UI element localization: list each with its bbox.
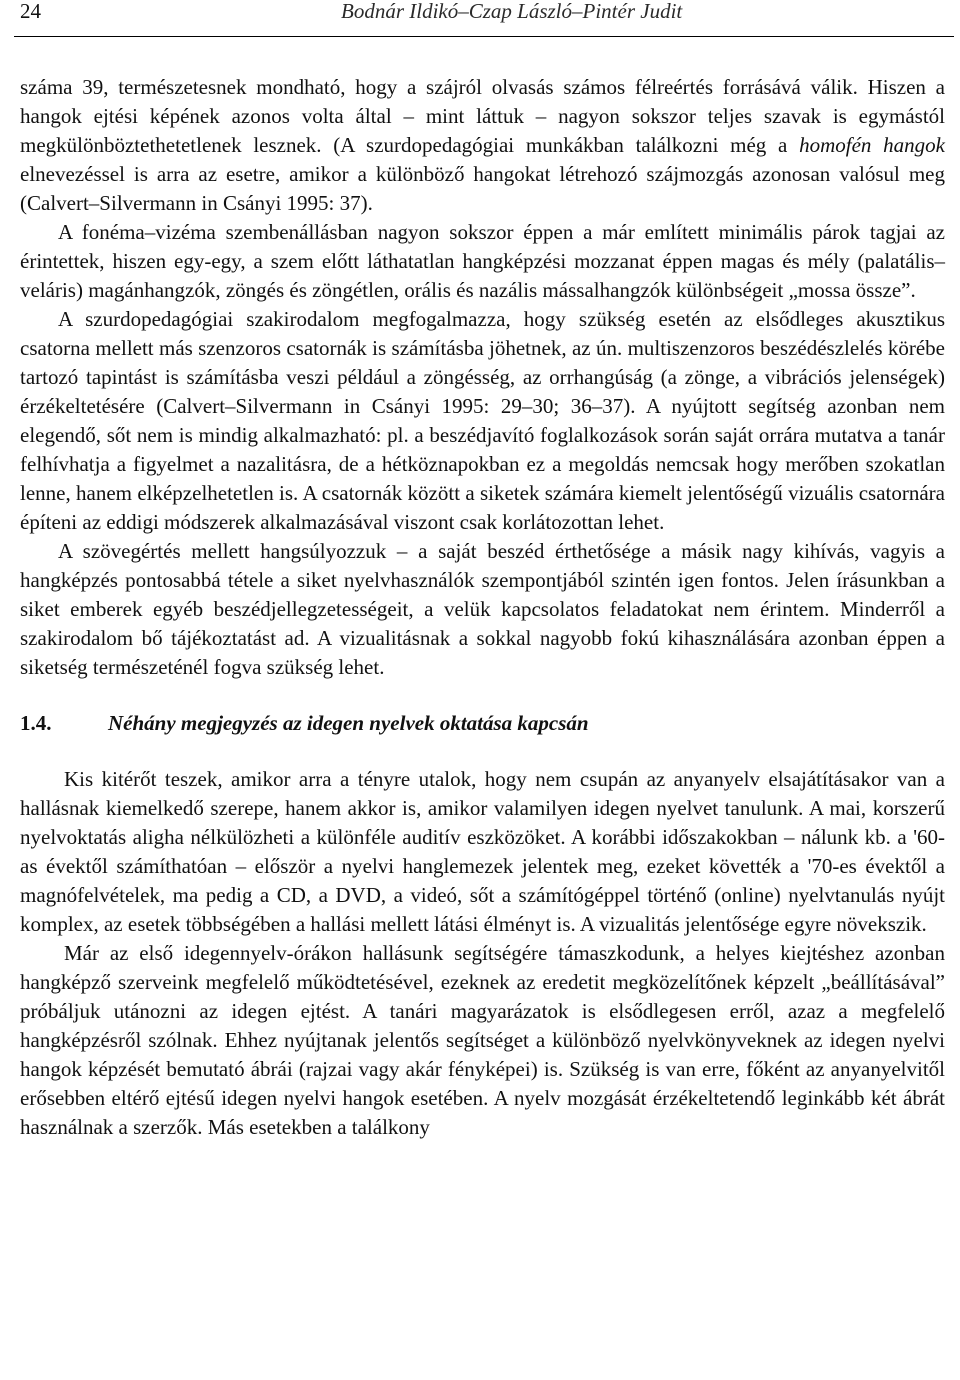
paragraph-6: Már az első idegennyelv-órákon hallásunk segítségére támaszkodunk, a helyes kiejtéshez azonban hangképző szerveink megfelelő működtetésével, ezeknek az eredetit megközelítőnek képzelt „beállításával” próbáljuk utánozni az idegen ejtést. A tanári magyarázatok is elsődlegesen erről, azaz a megfelelő hangképzésről szólnak. Ehhez nyújtanak jelentős segítséget a különböző nyelvkönyveknek az idegen nyelvi hangok képzését bemutató ábrái (rajzai vagy akár fényképei) is. Szükség is van erre, főként az anyanyelvitől erősebben eltérő ejtésű idegen nyelvi hangok esetében. A nyelv mozgását érzékeltetendő leginkább két ábrát használnak a szerzők. Más esetekben a találkony bbox=[20, 941, 945, 1139]
running-title: Bodnár Ildikó–Czap László–Pintér Judit bbox=[341, 0, 683, 23]
paragraph-1: száma 39, természetesnek mondható, hogy a szájról olvasás számos félreértés forrásává válik. Hiszen a hangok ejtési képének azonos volta által – mint láttuk – nagyon sokszor teljes szavak is egymástól megkülönböztethetetlenek lesznek. (A szurdopedagógiai munkákban találkozni még a homofén hangok elnevezéssel is arra az esetre, amikor a különböző hangokat létrehozó szájmozgás azonosan valósul meg (Calvert–Silvermann in Csányi 1995: 37). bbox=[20, 75, 945, 215]
paragraph-2: A fonéma–vizéma szembenállásban nagyon sokszor éppen a már említett minimális párok tagjai az érintettek, hiszen egy-egy, a szem előtt láthatatlan hangképzési mozzanat éppen magas és mély (palatális–veláris) magánhangzók, zöngés és zöngétlen, orális és nazális mássalhangzók különbségeit „mossa össze”. bbox=[20, 220, 945, 302]
section-heading bbox=[20, 709, 945, 738]
paragraph-5: Kis kitérőt teszek, amikor arra a tényre utalok, hogy nem csupán az anyanyelv elsajátításakor van a hallásnak kiemelkedő szerepe, hanem akkor is, amikor valamilyen idegen nyelvet tanulunk. A mai, korszerű nyelvoktatás aligha nélkülözheti a különféle auditív eszközöket. A korábbi időszakokban – nálunk kb. a '60-as évektől számíthatóan – először a nyelvi hanglemezek jelentek meg, ezeket követték a '70-es évektől a magnófelvételek, ma pedig a CD, a DVD, a videó, sőt a számítógéppel történő (online) nyelvtanulás nyújt komplex, az esetek többségében a hallási mellett látási élményt is. A vizualitás jelentősége egyre növekszik. bbox=[20, 767, 945, 936]
paragraph-4: A szövegértés mellett hangsúlyozzuk – a saját beszéd érthetősége a másik nagy kihívás, vagyis a hangképzés pontosabbá tétele a siket nyelvhasználók szempontjából szintén igen fontos. Jelen írásunkban a siket emberek egyéb beszédjellegzetességeit, a velük kapcsolatos feladatokat nem érintem. Minderről a szakirodalom bő tájékoztatást ad. A vizualitásnak a sokkal nagyobb fokú kihasználására azonban éppen a siketség természeténél fogva szükség lehet. bbox=[20, 539, 945, 679]
section-number: 1.4. bbox=[20, 711, 52, 735]
page-number: 24 bbox=[20, 0, 41, 23]
page-body bbox=[20, 73, 945, 1142]
page-header bbox=[14, 0, 954, 37]
section-title: Néhány megjegyzés az idegen nyelvek oktatása kapcsán bbox=[108, 711, 589, 735]
emphasis-term: homofén hangok bbox=[799, 133, 945, 157]
paragraph-3: A szurdopedagógiai szakirodalom megfogalmazza, hogy szükség esetén az elsődleges akusztikus csatorna mellett más szenzoros csatornák is számításba jöhetnek, az ún. multiszenzoros beszédészlelés körébe tartozó tapintást is számításba veszi például a zöngésség, az orrhangúság (a zönge, a vibrációs jelenségek) érzékeltetésére (Calvert–Silvermann in Csányi 1995: 29–30; 36–37). A nyújtott segítség azonban nem elegendő, sőt nem is mindig alkalmazható: pl. a beszédjavító foglalkozások során saját orrára mutatva a tanár felhívhatja a figyelmet a nazalitásra, de a hétköznapokban ez a megoldás nemcsak hogy merőben szokatlan lenne, hanem elképzelhetetlen is. A csatornák között a siketek számára kiemelt jelentőségű vizuális csatornára építeni az eddigi módszerek alkalmazásával viszont csak korlátozottan lehet. bbox=[20, 307, 945, 534]
